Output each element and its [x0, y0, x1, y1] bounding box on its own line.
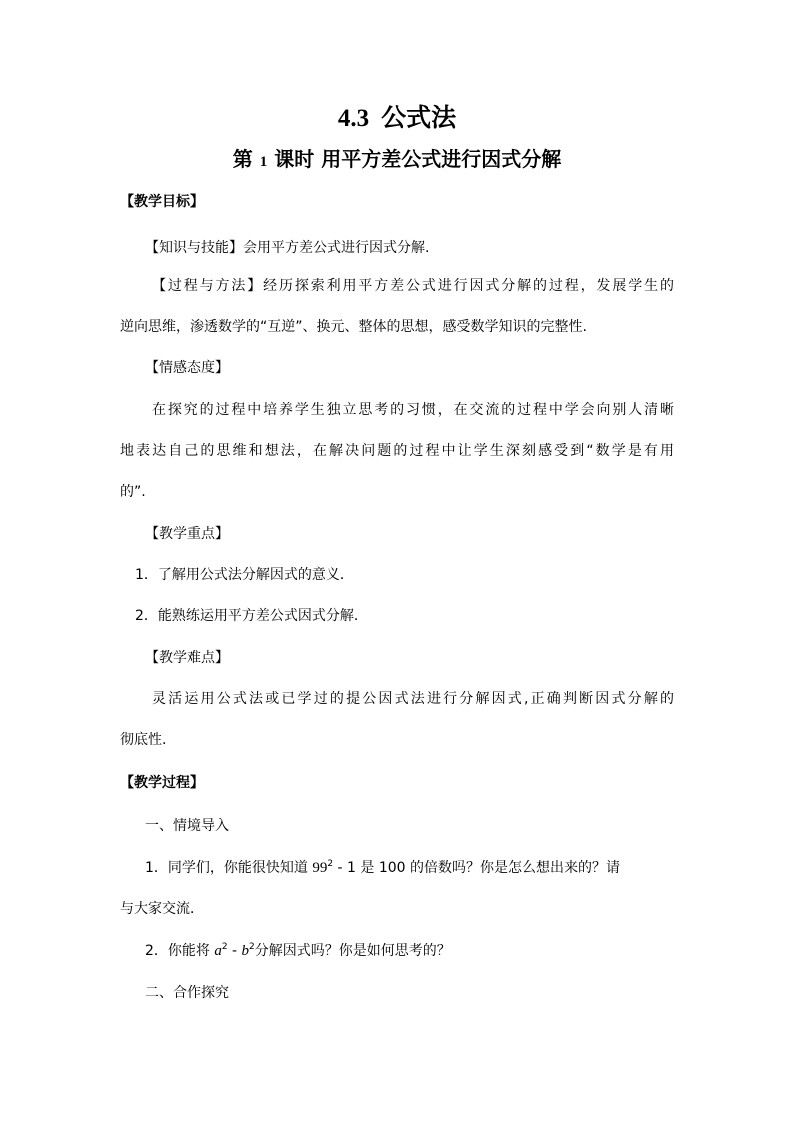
q1-mid: - 1 是 100 的倍数吗？你是怎么想出来的？请 [333, 860, 621, 876]
q1-base: 99 [312, 860, 328, 876]
goals-heading: 【教学目标】 [120, 194, 204, 210]
section-2-heading: 二、合作探究 [145, 985, 229, 1001]
question-1-line-2: 与大家交流． [120, 901, 204, 917]
subtitle-post: 课时 用平方差公式进行因式分解 [274, 147, 562, 171]
key-point-item-1: 1．了解用公式法分解因式的意义． [135, 567, 354, 583]
q2-pre: 2．你能将 [145, 943, 215, 959]
difficult-points-heading: 【教学难点】 [145, 650, 229, 666]
emotion-heading: 【情感态度】 [145, 360, 229, 376]
q2-var-b: b [241, 943, 250, 959]
page-subtitle [0, 142, 794, 179]
difficult-line-1: 灵活运用公式法或已学过的提公因式法进行分解因式,正确判断因式分解的 [152, 691, 674, 707]
process-method-line-1: 【过程与方法】经历探索利用平方差公式进行因式分解的过程，发展学生的 [152, 278, 674, 294]
emotion-line-2: 地表达自己的思维和想法，在解决问题的过程中让学生深刻感受到“数学是有用 [120, 443, 674, 459]
question-1-line-1 [145, 857, 794, 879]
q2-post: 分解因式吗？你是如何思考的？ [254, 943, 451, 959]
title-text: 公式法 [381, 103, 457, 132]
q2-minus: - [227, 943, 242, 959]
key-point-item-2: 2．能熟练运用平方差公式因式分解． [135, 608, 368, 624]
key-points-heading: 【教学重点】 [145, 526, 229, 542]
page-title [0, 100, 794, 137]
emotion-line-3: 的”. [120, 484, 146, 500]
title-number: 4.3 [337, 105, 370, 132]
subtitle-num: 1 [259, 154, 268, 170]
emotion-line-1: 在探究的过程中培养学生独立思考的习惯，在交流的过程中学会向别人清晰 [152, 402, 674, 418]
q2-b-exponent: 2 [249, 942, 255, 952]
section-1-heading: 一、情境导入 [145, 818, 229, 834]
q1-pre: 1．同学们，你能很快知道 [145, 860, 313, 876]
question-2 [145, 940, 794, 962]
q1-exponent: 2 [327, 859, 334, 869]
process-method-line-2: 逆向思维，渗透数学的“互逆”、换元、整体的思想，感受数学知识的完整性. [120, 319, 587, 335]
process-heading: 【教学过程】 [120, 775, 204, 791]
q2-a-exponent: 2 [221, 942, 228, 952]
knowledge-paragraph: 【知识与技能】会用平方差公式进行因式分解. [145, 240, 430, 256]
subtitle-pre: 第 [232, 147, 253, 171]
q2-var-a: a [214, 943, 222, 959]
difficult-line-2: 彻底性. [120, 732, 167, 748]
